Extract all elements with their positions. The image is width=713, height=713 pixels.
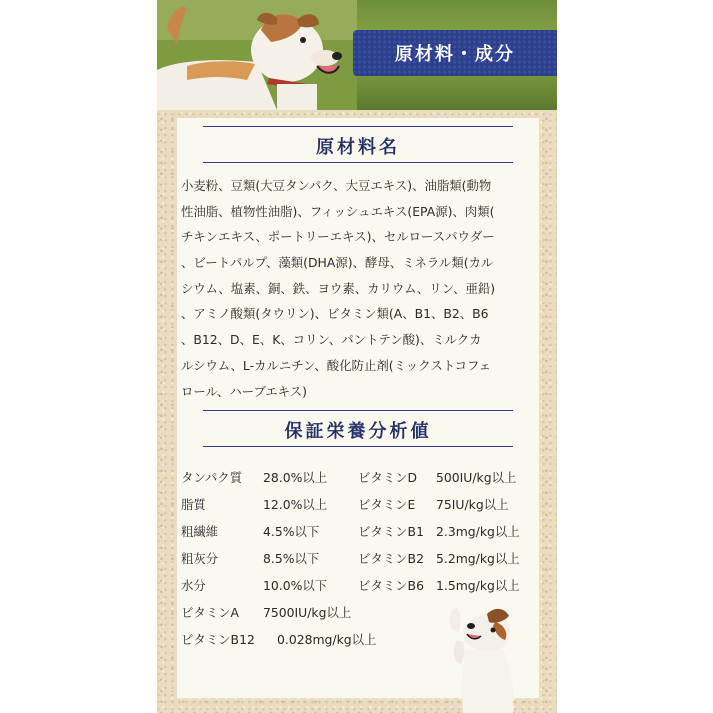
- nutrient-name: ビタミンB1: [358, 524, 424, 539]
- nutrient-name: ビタミンB6: [358, 578, 424, 593]
- ingredients-line: 性油脂、植物性油脂)、フィッシュエキス(EPA源)、肉類(: [181, 203, 495, 219]
- nutrient-value: 28.0%以上: [263, 470, 328, 485]
- nutrient-name: 粗繊維: [181, 524, 219, 539]
- nutrient-name: ビタミンB12: [181, 632, 255, 647]
- nutrient-value: 500IU/kg以上: [436, 470, 517, 485]
- nutrients-title: 保証栄養分析値: [284, 421, 432, 442]
- dog-photo-small: [443, 600, 523, 713]
- nutrient-name: 脂質: [181, 497, 206, 512]
- nutrient-value: 0.028mg/kg以上: [277, 632, 377, 647]
- nutrient-value: 4.5%以下: [263, 524, 320, 539]
- heading-rule-bottom: [203, 162, 513, 163]
- nutrient-value: 75IU/kg以上: [436, 497, 509, 512]
- hero-banner: [157, 0, 557, 110]
- nutrient-value: 12.0%以上: [263, 497, 328, 512]
- nutrient-name: ビタミンE: [358, 497, 416, 512]
- section-badge: [353, 30, 557, 76]
- heading-rule-bottom: [203, 446, 513, 447]
- ingredients-title: 原材料名: [316, 137, 400, 158]
- product-info-panel: [157, 0, 557, 713]
- nutrient-name: 粗灰分: [181, 551, 219, 566]
- dog-photo: [157, 0, 357, 110]
- nutrient-value: 5.2mg/kg以上: [436, 551, 520, 566]
- nutrient-value: 2.3mg/kg以上: [436, 524, 520, 539]
- heading-rule-top: [203, 410, 513, 411]
- ingredients-line: 、ビートパルプ、藻類(DHA源)、酵母、ミネラル類(カル: [181, 255, 494, 271]
- ingredients-line: ルシウム、L-カルニチン、酸化防止剤(ミックストコフェ: [181, 357, 492, 373]
- badge-label: 原材料・成分: [395, 44, 515, 65]
- heading-rule-top: [203, 126, 513, 127]
- nutrient-value: 10.0%以下: [263, 578, 328, 593]
- ingredients-line: 、B12、D、E、K、コリン、パントテン酸)、ミルクカ: [181, 332, 482, 348]
- ingredients-line: ロール、ハーブエキス): [181, 383, 308, 399]
- nutrient-value: 7500IU/kg以上: [263, 605, 352, 620]
- ingredients-line: シウム、塩素、銅、鉄、ヨウ素、カリウム、リン、亜鉛): [181, 280, 496, 296]
- nutrient-name: ビタミンA: [181, 605, 240, 620]
- nutrient-value: 8.5%以下: [263, 551, 320, 566]
- nutrient-name: ビタミンB2: [358, 551, 424, 566]
- ingredients-line: チキンエキス、ポートリーエキス)、セルロースパウダー: [181, 229, 495, 245]
- nutrient-name: ビタミンD: [358, 470, 418, 485]
- ingredients-line: 小麦粉、豆類(大豆タンパク、大豆エキス)、油脂類(動物: [181, 178, 492, 193]
- nutrient-name: 水分: [181, 578, 206, 593]
- ingredients-text: [181, 173, 537, 404]
- nutrient-name: タンパク質: [181, 470, 243, 485]
- ingredients-line: 、アミノ酸類(タウリン)、ビタミン類(A、B1、B2、B6: [181, 306, 489, 322]
- nutrient-value: 1.5mg/kg以上: [436, 578, 520, 593]
